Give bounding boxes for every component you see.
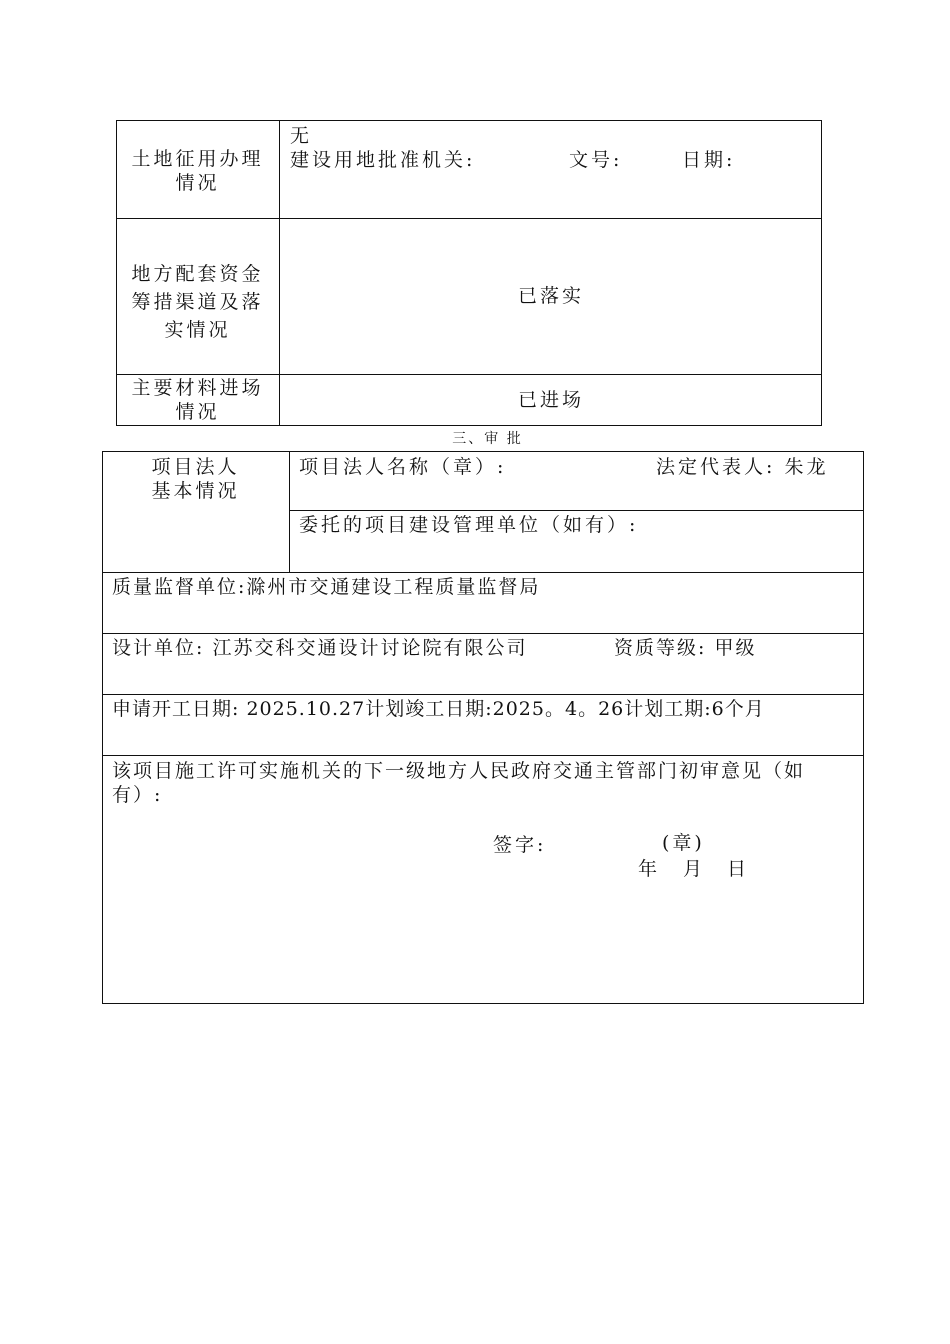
table1-row-divider	[116, 374, 822, 375]
date-month: 月	[683, 858, 706, 880]
table1-column-divider	[279, 120, 280, 426]
legal-person-label	[102, 455, 289, 503]
signature-label: 签字:	[493, 834, 547, 856]
table2-row-divider	[102, 572, 864, 573]
table2-row-divider	[102, 633, 864, 634]
section-heading: 三、审 批	[452, 431, 523, 447]
approval-authority-label: 建设用地批准机关:	[290, 149, 476, 171]
label-line: 情况	[175, 401, 220, 423]
opinion-line: 该项目施工许可实施机关的下一级地方人民政府交通主管部门初审意见（如	[112, 760, 806, 782]
legal-person-name-label: 项目法人名称（章）:	[299, 456, 507, 478]
date-year: 年	[638, 858, 661, 880]
seal-label: (章)	[662, 832, 705, 854]
document-number-label: 文号:	[569, 149, 623, 171]
date-day: 日	[727, 858, 750, 880]
label-line: 情况	[175, 172, 220, 194]
materials-entry-value: 已进场	[517, 389, 584, 411]
quality-supervision-unit: 质量监督单位:滁州市交通建设工程质量监督局	[112, 576, 541, 598]
opinion-line: 有）:	[112, 784, 163, 806]
land-acquisition-label	[116, 147, 279, 195]
label-line: 土地征用办理	[131, 148, 264, 170]
construction-schedule: 申请开工日期: 2025.10.27计划竣工日期:2025。4。26计划工期:6个月	[112, 698, 765, 720]
label-line: 筹措渠道及落	[131, 291, 264, 313]
label-line: 实情况	[164, 319, 231, 341]
table1-row-divider	[116, 218, 822, 219]
date-label: 日期:	[682, 149, 736, 171]
table2-inner-divider	[289, 510, 864, 511]
preliminary-review-opinion	[112, 759, 805, 807]
label-line: 基本情况	[151, 480, 240, 502]
design-unit: 设计单位: 江苏交科交通设计讨论院有限公司	[112, 637, 528, 659]
label-line: 地方配套资金	[131, 263, 264, 285]
legal-representative: 法定代表人: 朱龙	[656, 456, 829, 478]
label-line: 主要材料进场	[131, 377, 264, 399]
table2-row-divider	[102, 755, 864, 756]
label-line: 项目法人	[151, 456, 240, 478]
qualification-grade: 资质等级: 甲级	[614, 637, 757, 659]
entrusted-management-unit: 委托的项目建设管理单位（如有）:	[299, 514, 639, 536]
materials-entry-label	[116, 376, 279, 424]
local-funding-value: 已落实	[517, 285, 584, 307]
table2-column-divider	[289, 451, 290, 572]
land-acquisition-value: 无	[290, 125, 313, 147]
local-funding-label	[116, 262, 279, 342]
table2-row-divider	[102, 694, 864, 695]
